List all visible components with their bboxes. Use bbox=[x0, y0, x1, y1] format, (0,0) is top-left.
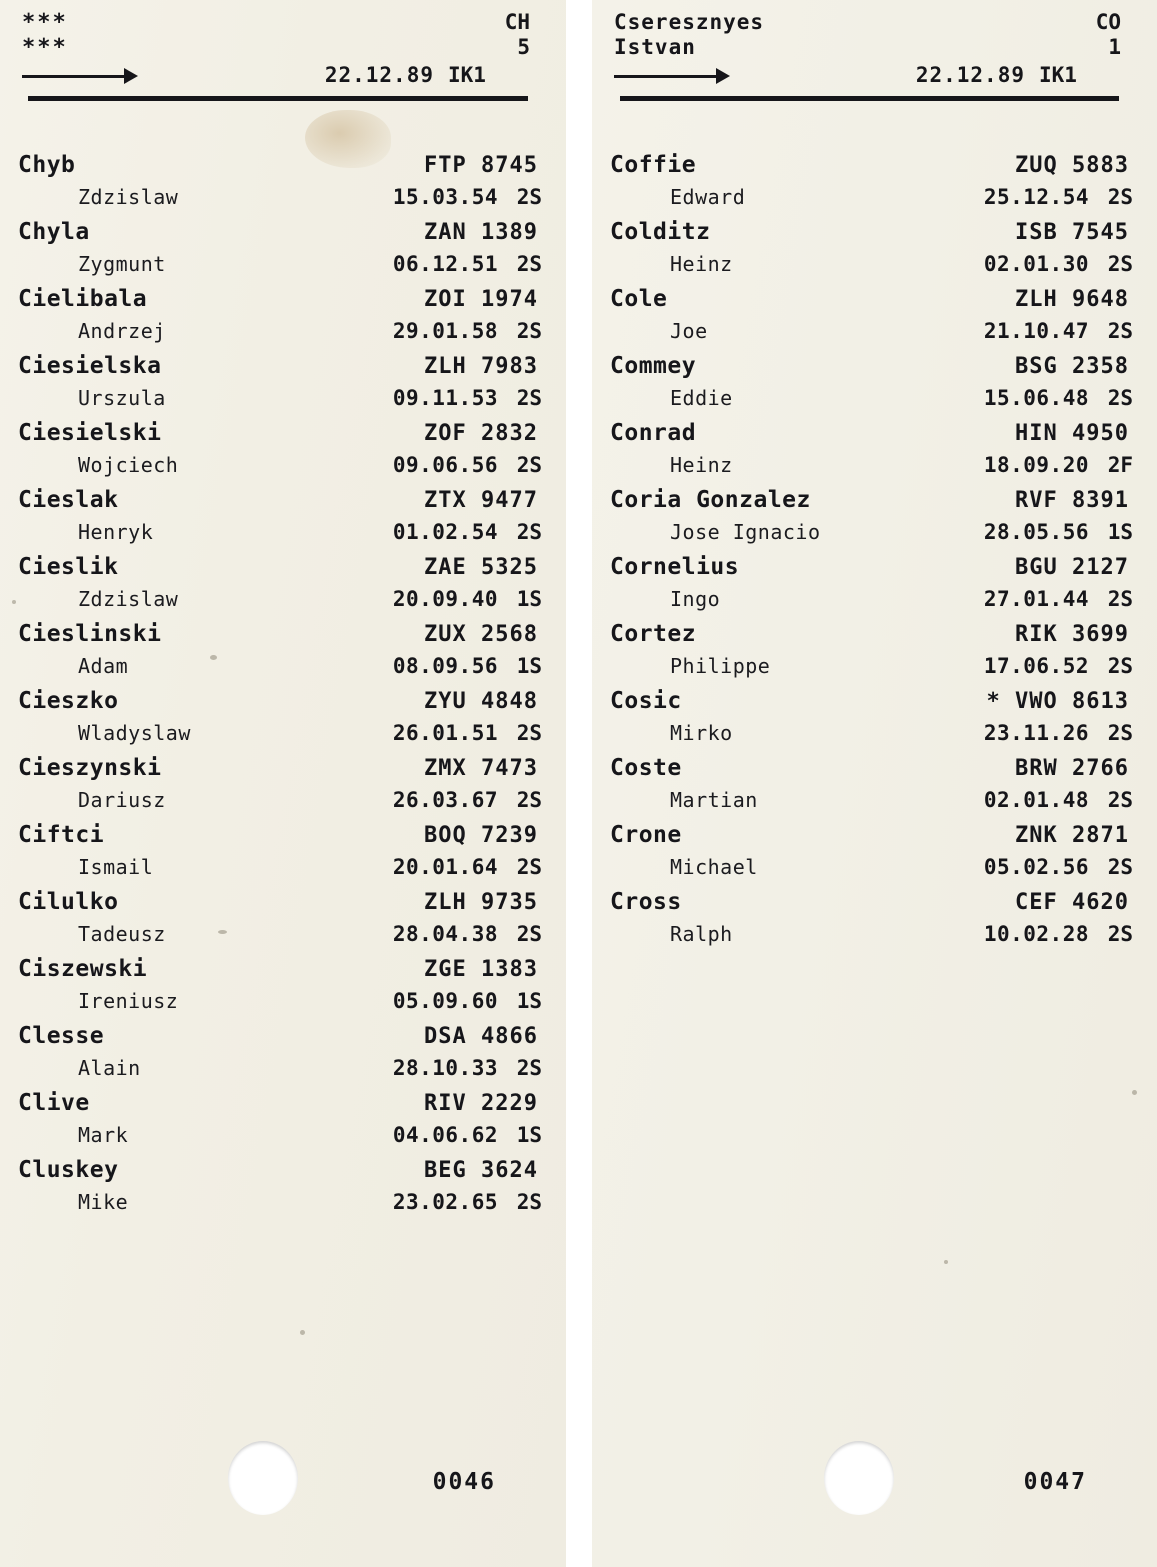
entry-row bbox=[16, 822, 550, 888]
entry-dob: 23.02.65 bbox=[392, 1190, 498, 1214]
entry-flag: 2S bbox=[1107, 319, 1133, 343]
card-header bbox=[0, 0, 566, 108]
entry-given-name: Ingo bbox=[670, 587, 721, 611]
entry-dob: 02.01.30 bbox=[983, 252, 1089, 276]
punch-hole bbox=[228, 1441, 298, 1515]
entry-surname: Commey bbox=[610, 353, 697, 379]
entry-given-name: Zdzislaw bbox=[78, 587, 179, 611]
entry-row bbox=[608, 554, 1141, 620]
entry-dob: 04.06.62 bbox=[392, 1123, 498, 1147]
entry-given-name: Adam bbox=[78, 654, 129, 678]
entry-flag: 2S bbox=[516, 1190, 542, 1214]
entry-dob: 28.04.38 bbox=[392, 922, 498, 946]
entry-code: ZAN 1389 bbox=[424, 220, 538, 245]
entry-code: ISB 7545 bbox=[1015, 220, 1129, 245]
entry-flag: 1S bbox=[1107, 520, 1133, 544]
entry-flag: 2S bbox=[516, 855, 542, 879]
entry-row bbox=[608, 420, 1141, 486]
entry-code: RIV 2229 bbox=[424, 1091, 538, 1116]
entry-code: RIK 3699 bbox=[1015, 622, 1129, 647]
entry-given-name: Mike bbox=[78, 1190, 129, 1214]
entry-surname: Ciesielska bbox=[18, 353, 162, 379]
entry-code: HIN 4950 bbox=[1015, 421, 1129, 446]
entry-surname: Coria Gonzalez bbox=[610, 487, 811, 513]
entry-flag: 2F bbox=[1107, 453, 1133, 477]
entry-list-right bbox=[592, 108, 1157, 955]
entry-flag: 2S bbox=[1107, 386, 1133, 410]
entry-given-name: Henryk bbox=[78, 520, 154, 544]
entry-surname: Chyla bbox=[18, 219, 90, 245]
entry-given-name: Edward bbox=[670, 185, 746, 209]
entry-given-name: Alain bbox=[78, 1056, 141, 1080]
entry-flag: 1S bbox=[516, 989, 542, 1013]
entry-row bbox=[16, 956, 550, 1022]
entry-row bbox=[16, 688, 550, 754]
entry-given-name: Ismail bbox=[78, 855, 154, 879]
entry-surname: Chyb bbox=[18, 152, 76, 178]
entry-given-name: Dariusz bbox=[78, 788, 166, 812]
entry-row bbox=[16, 1090, 550, 1156]
entry-row bbox=[608, 822, 1141, 888]
header-code-letters: CH bbox=[504, 10, 530, 34]
entry-flag: 2S bbox=[1107, 922, 1133, 946]
card-footer-right bbox=[592, 1469, 1157, 1509]
entry-flag: 2S bbox=[516, 788, 542, 812]
entry-dob: 28.10.33 bbox=[392, 1056, 498, 1080]
entry-code: ZOF 2832 bbox=[424, 421, 538, 446]
entry-code: ZYU 4848 bbox=[424, 689, 538, 714]
entry-row bbox=[16, 1157, 550, 1223]
punch-hole bbox=[824, 1441, 894, 1515]
entry-surname: Clesse bbox=[18, 1023, 105, 1049]
entry-dob: 15.06.48 bbox=[983, 386, 1089, 410]
entry-row bbox=[16, 353, 550, 419]
entry-dob: 25.12.54 bbox=[983, 185, 1089, 209]
entry-code: ZMX 7473 bbox=[424, 756, 538, 781]
page-number: 0046 bbox=[432, 1469, 496, 1495]
entry-flag: 2S bbox=[1107, 788, 1133, 812]
entry-surname: Coffie bbox=[610, 152, 697, 178]
entry-flag: 2S bbox=[516, 1056, 542, 1080]
entry-given-name: Jose Ignacio bbox=[670, 520, 821, 544]
header-code-letters: CO bbox=[1095, 10, 1121, 34]
entry-given-name: Heinz bbox=[670, 453, 733, 477]
entry-flag: 2S bbox=[516, 386, 542, 410]
page-number: 0047 bbox=[1023, 1469, 1087, 1495]
entry-code: CEF 4620 bbox=[1015, 890, 1129, 915]
entry-given-name: Eddie bbox=[670, 386, 733, 410]
entry-row bbox=[608, 219, 1141, 285]
entry-code: ZTX 9477 bbox=[424, 488, 538, 513]
header-ref: IK1 bbox=[1039, 62, 1077, 87]
entry-flag: 2S bbox=[1107, 855, 1133, 879]
header-date: 22.12.89 bbox=[915, 63, 1025, 87]
entry-surname: Cross bbox=[610, 889, 682, 915]
entry-surname: Conrad bbox=[610, 420, 697, 446]
entry-dob: 26.03.67 bbox=[392, 788, 498, 812]
entry-code: BOQ 7239 bbox=[424, 823, 538, 848]
entry-dob: 09.06.56 bbox=[392, 453, 498, 477]
header-code-number: 5 bbox=[517, 35, 530, 59]
entry-code: ZLH 9735 bbox=[424, 890, 538, 915]
entry-dob: 15.03.54 bbox=[392, 185, 498, 209]
header-name-line1: *** bbox=[22, 10, 68, 35]
entry-row bbox=[608, 353, 1141, 419]
entry-code: FTP 8745 bbox=[424, 153, 538, 178]
entry-surname: Ciesielski bbox=[18, 420, 162, 446]
entry-surname: Clive bbox=[18, 1090, 90, 1116]
header-divider bbox=[28, 96, 528, 101]
entry-dob: 26.01.51 bbox=[392, 721, 498, 745]
entry-list-left bbox=[0, 108, 566, 1223]
entry-code: ZLH 7983 bbox=[424, 354, 538, 379]
entry-row bbox=[608, 755, 1141, 821]
entry-dob: 23.11.26 bbox=[983, 721, 1089, 745]
entry-row bbox=[16, 554, 550, 620]
entry-dob: 28.05.56 bbox=[983, 520, 1089, 544]
entry-dob: 20.01.64 bbox=[392, 855, 498, 879]
entry-code: BSG 2358 bbox=[1015, 354, 1129, 379]
entry-surname: Ciszewski bbox=[18, 956, 148, 982]
entry-flag: 2S bbox=[516, 520, 542, 544]
entry-row bbox=[608, 621, 1141, 687]
entry-flag: 2S bbox=[516, 922, 542, 946]
entry-dob: 18.09.20 bbox=[983, 453, 1089, 477]
entry-row bbox=[16, 152, 550, 218]
entry-given-name: Zdzislaw bbox=[78, 185, 179, 209]
entry-flag: 2S bbox=[516, 721, 542, 745]
entry-surname: Cortez bbox=[610, 621, 697, 647]
entry-dob: 17.06.52 bbox=[983, 654, 1089, 678]
entry-row bbox=[608, 889, 1141, 955]
index-card-right bbox=[592, 0, 1157, 1567]
entry-given-name: Joe bbox=[670, 319, 708, 343]
entry-code: ZUX 2568 bbox=[424, 622, 538, 647]
entry-given-name: Mark bbox=[78, 1123, 129, 1147]
card-header bbox=[592, 0, 1157, 108]
entry-code: ZOI 1974 bbox=[424, 287, 538, 312]
entry-flag: 2S bbox=[516, 185, 542, 209]
entry-code: ZUQ 5883 bbox=[1015, 153, 1129, 178]
entry-surname: Cole bbox=[610, 286, 668, 312]
entry-row bbox=[16, 420, 550, 486]
entry-code: * VWO 8613 bbox=[986, 689, 1129, 714]
paper-speck bbox=[1132, 1090, 1137, 1095]
arrow-icon bbox=[22, 64, 140, 86]
card-footer-left bbox=[0, 1469, 566, 1509]
entry-dob: 20.09.40 bbox=[392, 587, 498, 611]
entry-given-name: Urszula bbox=[78, 386, 166, 410]
entry-flag: 2S bbox=[516, 453, 542, 477]
entry-given-name: Martian bbox=[670, 788, 758, 812]
entry-surname: Cornelius bbox=[610, 554, 740, 580]
entry-flag: 1S bbox=[516, 1123, 542, 1147]
entry-surname: Cluskey bbox=[18, 1157, 119, 1183]
index-card-left bbox=[0, 0, 566, 1567]
entry-flag: 2S bbox=[516, 252, 542, 276]
entry-row bbox=[608, 286, 1141, 352]
entry-dob: 06.12.51 bbox=[392, 252, 498, 276]
entry-code: ZGE 1383 bbox=[424, 957, 538, 982]
entry-given-name: Ireniusz bbox=[78, 989, 179, 1013]
entry-row bbox=[16, 219, 550, 285]
entry-surname: Cieslinski bbox=[18, 621, 162, 647]
entry-surname: Cieslak bbox=[18, 487, 119, 513]
entry-flag: 2S bbox=[1107, 252, 1133, 276]
entry-code: DSA 4866 bbox=[424, 1024, 538, 1049]
entry-surname: Crone bbox=[610, 822, 682, 848]
paper-speck bbox=[300, 1330, 305, 1335]
entry-row bbox=[16, 755, 550, 821]
entry-flag: 1S bbox=[516, 654, 542, 678]
entry-flag: 2S bbox=[1107, 654, 1133, 678]
entry-given-name: Wojciech bbox=[78, 453, 179, 477]
entry-dob: 01.02.54 bbox=[392, 520, 498, 544]
entry-surname: Ciftci bbox=[18, 822, 105, 848]
entry-flag: 2S bbox=[1107, 185, 1133, 209]
entry-row bbox=[608, 688, 1141, 754]
entry-surname: Cieszko bbox=[18, 688, 119, 714]
arrow-icon bbox=[614, 64, 732, 86]
entry-given-name: Zygmunt bbox=[78, 252, 166, 276]
entry-given-name: Tadeusz bbox=[78, 922, 166, 946]
entry-given-name: Philippe bbox=[670, 654, 771, 678]
entry-code: RVF 8391 bbox=[1015, 488, 1129, 513]
entry-flag: 2S bbox=[1107, 587, 1133, 611]
header-name-line1: Cseresznyes bbox=[614, 10, 765, 34]
card-gutter bbox=[566, 0, 592, 1567]
entry-row bbox=[16, 487, 550, 553]
entry-row bbox=[608, 152, 1141, 218]
entry-given-name: Ralph bbox=[670, 922, 733, 946]
entry-code: ZAE 5325 bbox=[424, 555, 538, 580]
entry-surname: Colditz bbox=[610, 219, 711, 245]
entry-dob: 08.09.56 bbox=[392, 654, 498, 678]
entry-row bbox=[16, 889, 550, 955]
header-date: 22.12.89 bbox=[324, 63, 434, 87]
entry-surname: Cieslik bbox=[18, 554, 119, 580]
entry-row bbox=[16, 286, 550, 352]
entry-given-name: Andrzej bbox=[78, 319, 166, 343]
entry-dob: 29.01.58 bbox=[392, 319, 498, 343]
entry-code: ZLH 9648 bbox=[1015, 287, 1129, 312]
entry-dob: 05.09.60 bbox=[392, 989, 498, 1013]
entry-given-name: Wladyslaw bbox=[78, 721, 191, 745]
entry-code: ZNK 2871 bbox=[1015, 823, 1129, 848]
header-code-number: 1 bbox=[1108, 35, 1121, 59]
entry-row bbox=[16, 621, 550, 687]
header-name-line2: Istvan bbox=[614, 35, 696, 59]
entry-surname: Cosic bbox=[610, 688, 682, 714]
entry-surname: Cieszynski bbox=[18, 755, 162, 781]
entry-given-name: Heinz bbox=[670, 252, 733, 276]
entry-flag: 2S bbox=[516, 319, 542, 343]
entry-code: BEG 3624 bbox=[424, 1158, 538, 1183]
paper-speck bbox=[944, 1260, 948, 1264]
entry-dob: 09.11.53 bbox=[392, 386, 498, 410]
entry-surname: Cilulko bbox=[18, 889, 119, 915]
header-divider bbox=[620, 96, 1119, 101]
entry-dob: 10.02.28 bbox=[983, 922, 1089, 946]
entry-row bbox=[16, 1023, 550, 1089]
entry-dob: 21.10.47 bbox=[983, 319, 1089, 343]
entry-row bbox=[608, 487, 1141, 553]
entry-flag: 1S bbox=[516, 587, 542, 611]
entry-surname: Coste bbox=[610, 755, 682, 781]
entry-dob: 05.02.56 bbox=[983, 855, 1089, 879]
header-ref: IK1 bbox=[448, 62, 486, 87]
entry-code: BGU 2127 bbox=[1015, 555, 1129, 580]
entry-dob: 27.01.44 bbox=[983, 587, 1089, 611]
entry-given-name: Michael bbox=[670, 855, 758, 879]
entry-given-name: Mirko bbox=[670, 721, 733, 745]
entry-surname: Cielibala bbox=[18, 286, 148, 312]
header-name-line2: *** bbox=[22, 35, 68, 60]
entry-flag: 2S bbox=[1107, 721, 1133, 745]
entry-code: BRW 2766 bbox=[1015, 756, 1129, 781]
entry-dob: 02.01.48 bbox=[983, 788, 1089, 812]
